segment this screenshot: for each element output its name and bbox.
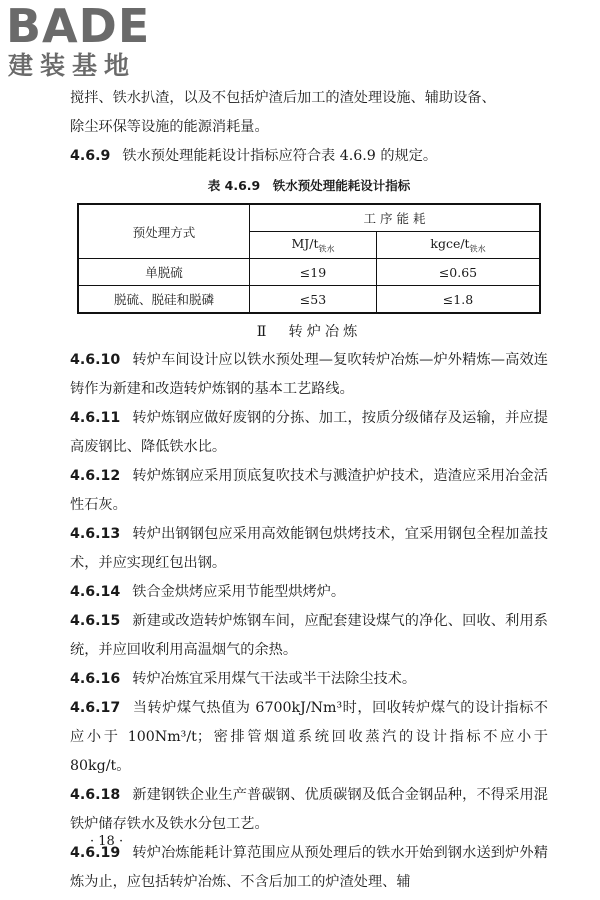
clause-number: 4.6.10 <box>70 352 121 368</box>
clause-4-6-18 <box>70 781 548 839</box>
row-method: 脱硫、脱硅和脱磷 <box>78 286 250 314</box>
intro-line-1: 搅拌、铁水扒渣，以及不包括炉渣后加工的渣处理设施、辅助设备、 <box>70 90 496 106</box>
row-method: 单脱硫 <box>78 259 250 286</box>
clause-text: 转炉炼钢应做好废钢的分拣、加工，按质分级储存及运输，并应提高废钢比、降低铁水比。 <box>70 410 548 455</box>
unit-mj-sub: 铁水 <box>318 244 335 254</box>
clause-4-6-17 <box>70 694 548 781</box>
clause-number: 4.6.11 <box>70 410 121 426</box>
header-energy-group: 工 序 能 耗 <box>250 204 541 232</box>
clause-4-6-19 <box>70 839 548 897</box>
clause-text: 当转炉煤气热值为 6700kJ/Nm³时，回收转炉煤气的设计指标不应小于 100Nm³/t；密排管烟道系统回收蒸汽的设计指标不应小于 80kg/t。 <box>70 700 548 774</box>
clause-4-6-9 <box>70 142 548 171</box>
page-number: · 18 · <box>90 834 124 849</box>
clause-number: 4.6.16 <box>70 671 121 687</box>
clause-number: 4.6.12 <box>70 468 121 484</box>
table-header-row <box>78 204 540 232</box>
clause-number: 4.6.19 <box>70 845 121 861</box>
clause-4-6-15 <box>70 607 548 665</box>
table-row <box>78 286 540 314</box>
clause-text: 新建钢铁企业生产普碳钢、优质碳钢及低合金钢品种，不得采用混铁炉储存铁水及铁水分包工艺。 <box>70 787 548 832</box>
clause-4-6-13 <box>70 520 548 578</box>
header-unit-kgce <box>376 232 540 259</box>
row-mj: ≤19 <box>250 259 377 286</box>
clause-text: 转炉冶炼能耗计算范围应从预处理后的铁水开始到钢水送到炉外精炼为止，应包括转炉冶炼、不含后加工的炉渣处理、辅 <box>70 845 548 890</box>
clause-text: 新建或改造转炉炼钢车间，应配套建设煤气的净化、回收、利用系统，并应回收利用高温烟气的余热。 <box>70 613 548 658</box>
clause-text: 转炉出钢钢包应采用高效能钢包烘烤技术，宜采用钢包全程加盖技术，并应实现红包出钢。 <box>70 526 548 571</box>
row-mj: ≤53 <box>250 286 377 314</box>
clause-4-6-14 <box>70 578 548 607</box>
unit-mj-main: MJ/t <box>291 235 319 251</box>
clause-4-6-12 <box>70 462 548 520</box>
clause-text: 转炉炼钢应采用顶底复吹技术与溅渣护炉技术，造渣应采用冶金活性石灰。 <box>70 468 548 513</box>
brand-logo <box>6 2 186 82</box>
clause-text: 转炉车间设计应以铁水预处理—复吹转炉冶炼—炉外精炼—高效连铸作为新建和改造转炉炼钢的基本工艺路线。 <box>70 352 548 397</box>
page-content <box>70 84 548 897</box>
row-kgce: ≤1.8 <box>376 286 540 314</box>
section-heading: Ⅱ 转炉冶炼 <box>256 324 362 340</box>
logo-brand-text: BADE <box>6 0 151 53</box>
header-method: 预处理方式 <box>78 204 250 259</box>
clause-4-6-10 <box>70 346 548 404</box>
unit-kgce-main: kgce/t <box>430 235 470 251</box>
clause-number: 4.6.15 <box>70 613 121 629</box>
clause-number: 4.6.17 <box>70 700 121 716</box>
clause-text: 铁合金烘烤应采用节能型烘烤炉。 <box>132 584 346 600</box>
energy-consumption-table <box>77 203 541 314</box>
clause-4-6-16 <box>70 665 548 694</box>
clause-number: 4.6.18 <box>70 787 121 803</box>
unit-kgce-sub: 铁水 <box>469 244 486 254</box>
clause-number: 4.6.9 <box>70 148 111 164</box>
intro-line-2: 除尘环保等设施的能源消耗量。 <box>70 119 269 135</box>
clause-text: 转炉冶炼宜采用煤气干法或半干法除尘技术。 <box>132 671 417 687</box>
row-kgce: ≤0.65 <box>376 259 540 286</box>
table-row <box>78 259 540 286</box>
table-title: 表 4.6.9 铁水预处理能耗设计指标 <box>207 178 411 193</box>
logo-sub-text: 建装基地 <box>8 51 137 80</box>
clause-number: 4.6.14 <box>70 584 121 600</box>
clause-number: 4.6.13 <box>70 526 121 542</box>
clause-4-6-11 <box>70 404 548 462</box>
header-unit-mj <box>250 232 377 259</box>
clause-text: 铁水预处理能耗设计指标应符合表 4.6.9 的规定。 <box>122 148 438 164</box>
